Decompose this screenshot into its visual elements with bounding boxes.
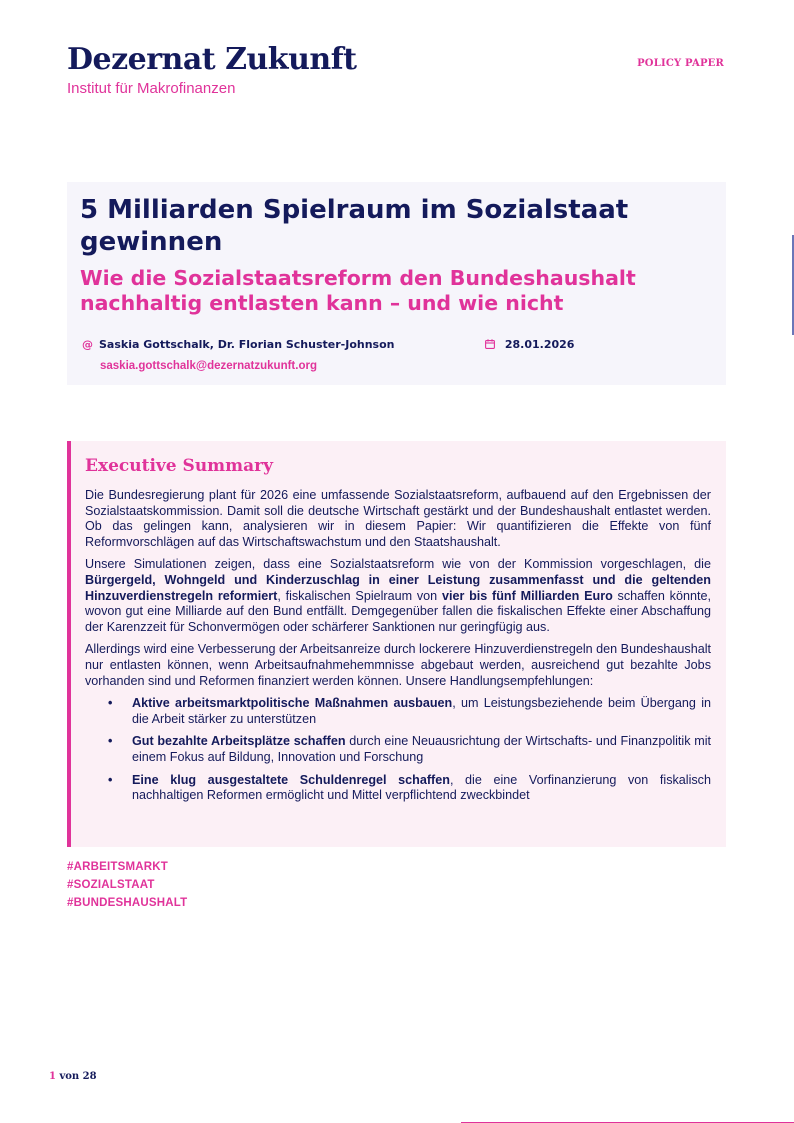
tag-list	[67, 858, 187, 912]
tag-link[interactable]: #SOZIALSTAAT	[67, 879, 155, 891]
at-icon: @	[82, 338, 93, 351]
logo-wordmark: Dezernat Zukunft	[67, 42, 357, 77]
text-run: schaffen könnte, wovon gut eine Milliarde auf den Bund entfällt. Demgegenüber fallen die fiskalischen Effekte einer Abschaffung der Karenzzeit für Schonvermögen oder schärferer Sanktionen nur geringfügig aus.	[85, 588, 711, 634]
text-run-bold: Aktive arbeitsmarktpolitische Maßnahmen ausbauen	[132, 696, 453, 711]
tag-link[interactable]: #ARBEITSMARKT	[67, 861, 168, 873]
list-item	[85, 734, 711, 765]
page-total: von 28	[55, 1071, 97, 1082]
publication-date: 28.01.2026	[504, 338, 575, 351]
bullet-icon: •	[108, 734, 113, 749]
text-run: , fiskalischen Spielraum von	[277, 588, 442, 603]
recommendations-list	[85, 696, 711, 804]
logo-tagline: Institut für Makrofinanzen	[67, 80, 236, 97]
executive-summary	[67, 441, 726, 847]
calendar-icon	[485, 338, 499, 351]
text-run: durch eine Neuausrichtung der Wirtschafts- und Finanzpolitik mit einem Fokus auf Bildung, Innovation und Forschung	[132, 734, 712, 764]
page-subtitle: Wie die Sozialstaatsreform den Bundeshaushalt nachhaltig entlasten kann – und wie nicht	[80, 266, 636, 315]
date-line	[485, 338, 574, 351]
text-run-bold: vier bis fünf Milliarden Euro	[441, 588, 613, 603]
list-item	[85, 696, 711, 727]
tag-link[interactable]: #BUNDESHAUSHALT	[67, 897, 188, 909]
text-run: , die eine Vorfinanzierung von fiskalisch nachhaltigen Reformen ermöglicht und Mittel verpflichtend zweckbindet	[132, 772, 711, 803]
text-run: Unsere Simulationen zeigen, dass eine Sozialstaatsreform wie von der Kommission vorgeschlagen, die	[85, 557, 711, 572]
list-item	[85, 773, 711, 804]
document-type-label: POLICY PAPER	[637, 58, 724, 69]
authors: Saskia Gottschalk, Dr. Florian Schuster-Johnson	[99, 338, 395, 351]
summary-paragraph-2	[85, 557, 711, 635]
author-email-link[interactable]: saskia.gottschalk@dezernatzukunft.org	[100, 360, 317, 372]
summary-heading: Executive Summary	[85, 456, 274, 476]
text-run-bold: Bürgergeld, Wohngeld und Kinderzuschlag in einer Leistung zusammenfasst und die geltenden Hinzuverdienstregeln reformiert	[85, 572, 711, 603]
authors-line	[82, 338, 394, 351]
summary-paragraph-1: Die Bundesregierung plant für 2026 eine umfassende Sozialstaatsreform, aufbauend auf den Ergebnissen der Sozialstaatskommission. Damit soll die deutsche Wirtschaft gestärkt und der Bundeshaushalt entlastet werden. Ob das gelingen kann, analysieren wir in diesem Papier: Wir quantifizieren die Effekte von fünf Reformvorschlägen auf das Wirtschaftswachstum und den Staatshaushalt.	[85, 488, 711, 549]
text-run-bold: Gut bezahlte Arbeitsplätze schaffen	[132, 734, 346, 749]
bullet-icon: •	[108, 696, 113, 711]
title-block	[67, 182, 726, 385]
text-run: , um Leistungsbeziehende beim Übergang in die Arbeit stärker zu unterstützen	[132, 696, 711, 726]
summary-paragraph-3: Allerdings wird eine Verbesserung der Arbeitsanreize durch lockerere Hinzuverdienstregeln den Bundeshaushalt nur entlasten können, wenn Arbeitsaufnahmehemmnisse abgebaut werden, ausreichend gut bezahlte Jobs vorhanden sind und Reformen finanziert werden können. Unsere Handlungsempfehlungen:	[85, 642, 711, 688]
text-run-bold: Eine klug ausgestaltete Schuldenregel schaffen	[132, 772, 450, 787]
page-title: 5 Milliarden Spielraum im Sozialstaat gewinnen	[80, 195, 629, 257]
page-number: 1	[49, 1071, 56, 1082]
bullet-icon: •	[108, 772, 113, 787]
page-indicator	[49, 1071, 97, 1082]
